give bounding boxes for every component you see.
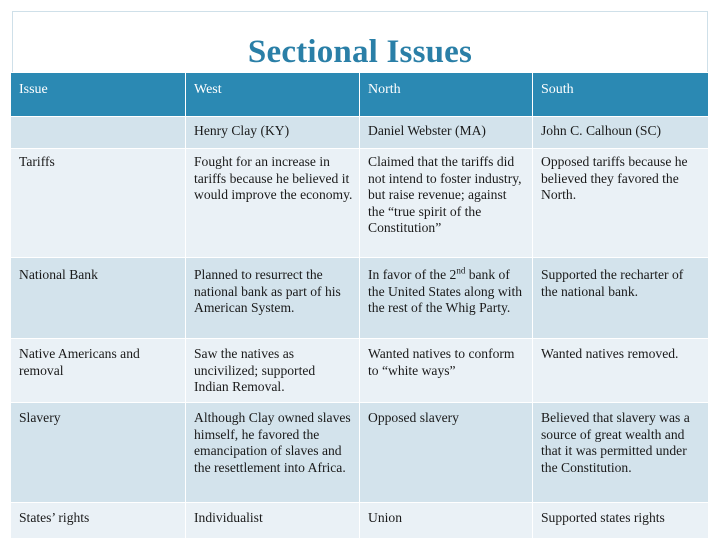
table-row	[11, 503, 709, 539]
table-header-row	[11, 73, 709, 117]
table-row	[11, 149, 709, 258]
cell-west: Planned to resurrect the national bank as part of his American System.	[186, 258, 360, 339]
cell-north: Union	[360, 503, 533, 539]
table-row	[11, 339, 709, 403]
cell-south: Believed that slavery was a source of great wealth and that it was permitted under the Constitution.	[533, 403, 709, 503]
cell-west: Saw the natives as uncivilized; supported Indian Removal.	[186, 339, 360, 403]
cell-south: Opposed tariffs because he believed they favored the North.	[533, 149, 709, 258]
cell-north	[360, 258, 533, 339]
column-header-issue: Issue	[11, 73, 186, 117]
cell-issue: Slavery	[11, 403, 186, 503]
cell-south: John C. Calhoun (SC)	[533, 117, 709, 149]
cell-north-text-end: bank of the United States along with the rest of the Whig Party.	[368, 267, 523, 316]
cell-south: Supported the recharter of the national bank.	[533, 258, 709, 339]
cell-north: Claimed that the tariffs did not intend to foster industry, but raise revenue; against the “true spirit of the Constitution”	[360, 149, 533, 258]
cell-west: Individualist	[186, 503, 360, 539]
ordinal-superscript: nd	[456, 265, 466, 276]
cell-issue: Tariffs	[11, 149, 186, 258]
table-row	[11, 403, 709, 503]
cell-issue: States’ rights	[11, 503, 186, 539]
cell-west: Henry Clay (KY)	[186, 117, 360, 149]
cell-south: Wanted natives removed.	[533, 339, 709, 403]
column-header-north: North	[360, 73, 533, 117]
table-row	[11, 117, 709, 149]
cell-south: Supported states rights	[533, 503, 709, 539]
cell-west: Fought for an increase in tariffs because he believed it would improve the economy.	[186, 149, 360, 258]
cell-north-text-start: In favor of the 2	[368, 267, 457, 282]
page-title: Sectional Issues	[247, 34, 473, 70]
cell-issue: Native Americans and removal	[11, 339, 186, 403]
cell-issue: National Bank	[11, 258, 186, 339]
cell-north: Daniel Webster (MA)	[360, 117, 533, 149]
cell-north: Wanted natives to conform to “white ways”	[360, 339, 533, 403]
column-header-south: South	[533, 73, 709, 117]
table-row	[11, 258, 709, 339]
sectional-issues-table	[10, 72, 709, 539]
cell-north: Opposed slavery	[360, 403, 533, 503]
cell-issue	[11, 117, 186, 149]
column-header-west: West	[186, 73, 360, 117]
cell-west: Although Clay owned slaves himself, he favored the emancipation of slaves and the resettlement into Africa.	[186, 403, 360, 503]
